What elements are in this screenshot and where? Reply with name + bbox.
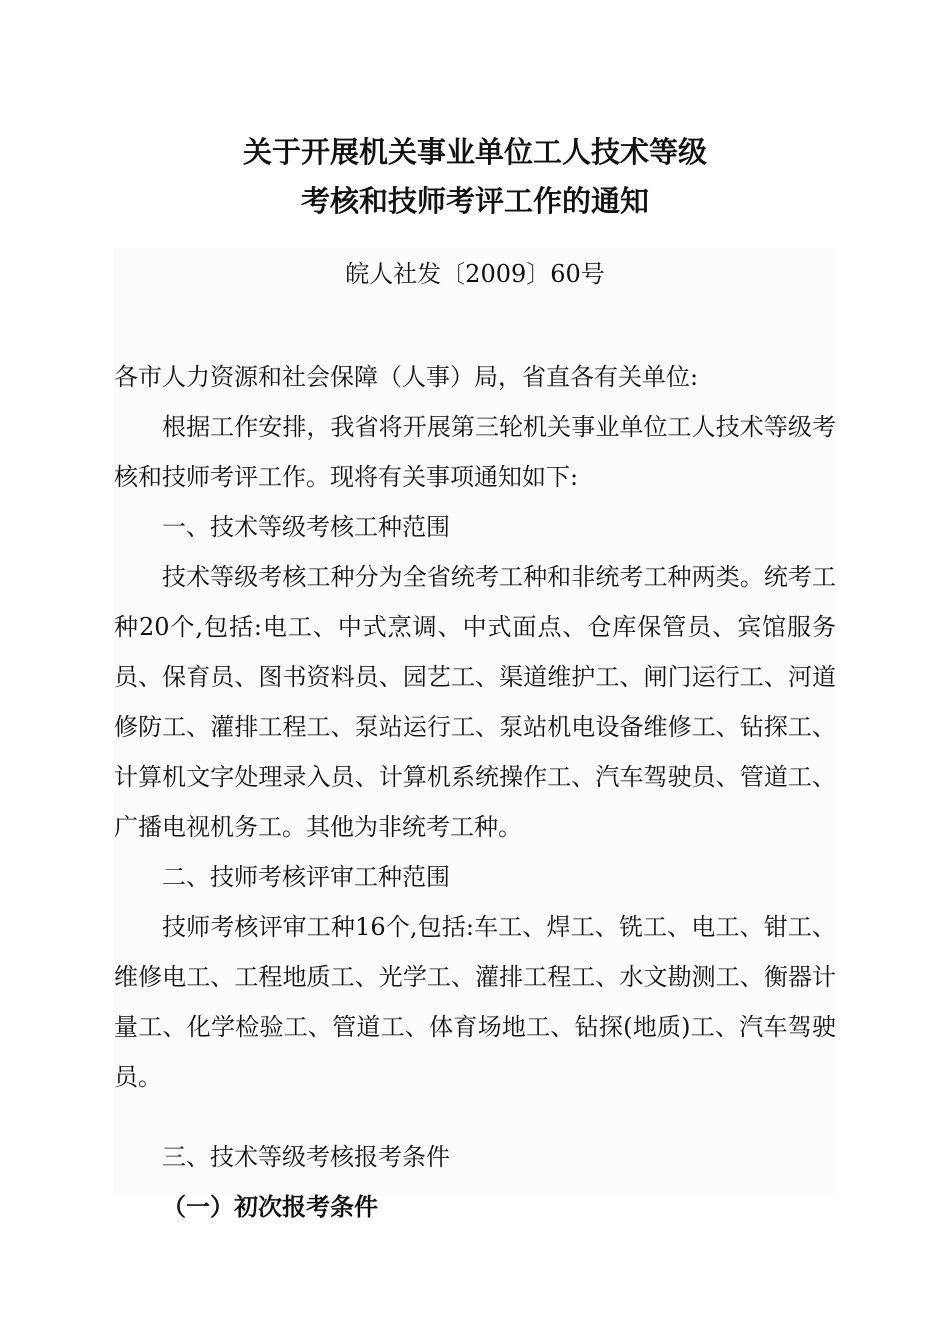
document-number: 皖人社发〔2009〕60号 xyxy=(345,260,605,288)
section-3-heading: 三、技术等级考核报考条件 xyxy=(162,1143,450,1171)
section-2-paragraph: 技师考核评审工种16个,包括:车工、焊工、铣工、电工、钳工、维修电工、工程地质工、光学工、灌排工程工、水文勘测工、衡器计量工、化学检验工、管道工、体育场地工、钻探(地质)工、汽车驾驶员。 xyxy=(114,913,836,1091)
subsection-1-heading: （一）初次报考条件 xyxy=(162,1192,378,1221)
document-title-line-2: 考核和技师考评工作的通知 xyxy=(300,184,649,218)
intro-paragraph: 根据工作安排，我省将开展第三轮机关事业单位工人技术等级考核和技师考评工作。现将有关事项通知如下: xyxy=(114,413,836,491)
document-body xyxy=(114,352,836,1232)
section-1-heading: 一、技术等级考核工种范围 xyxy=(162,513,450,541)
section-1-paragraph: 技术等级考核工种分为全省统考工种和非统考工种两类。统考工种20个,包括:电工、中式烹调、中式面点、仓库保管员、宾馆服务员、保育员、图书资料员、园艺工、渠道维护工、闸门运行工、河道修防工、灌排工程工、泵站运行工、泵站机电设备维修工、钻探工、计算机文字处理录入员、计算机系统操作工、汽车驾驶员、管道工、广播电视机务工。其他为非统考工种。 xyxy=(114,563,836,841)
section-2-heading: 二、技师考核评审工种范围 xyxy=(162,863,450,891)
document-title-line-1: 关于开展机关事业单位工人技术等级 xyxy=(242,135,707,169)
salutation: 各市人力资源和社会保障（人事）局，省直各有关单位: xyxy=(114,363,699,391)
